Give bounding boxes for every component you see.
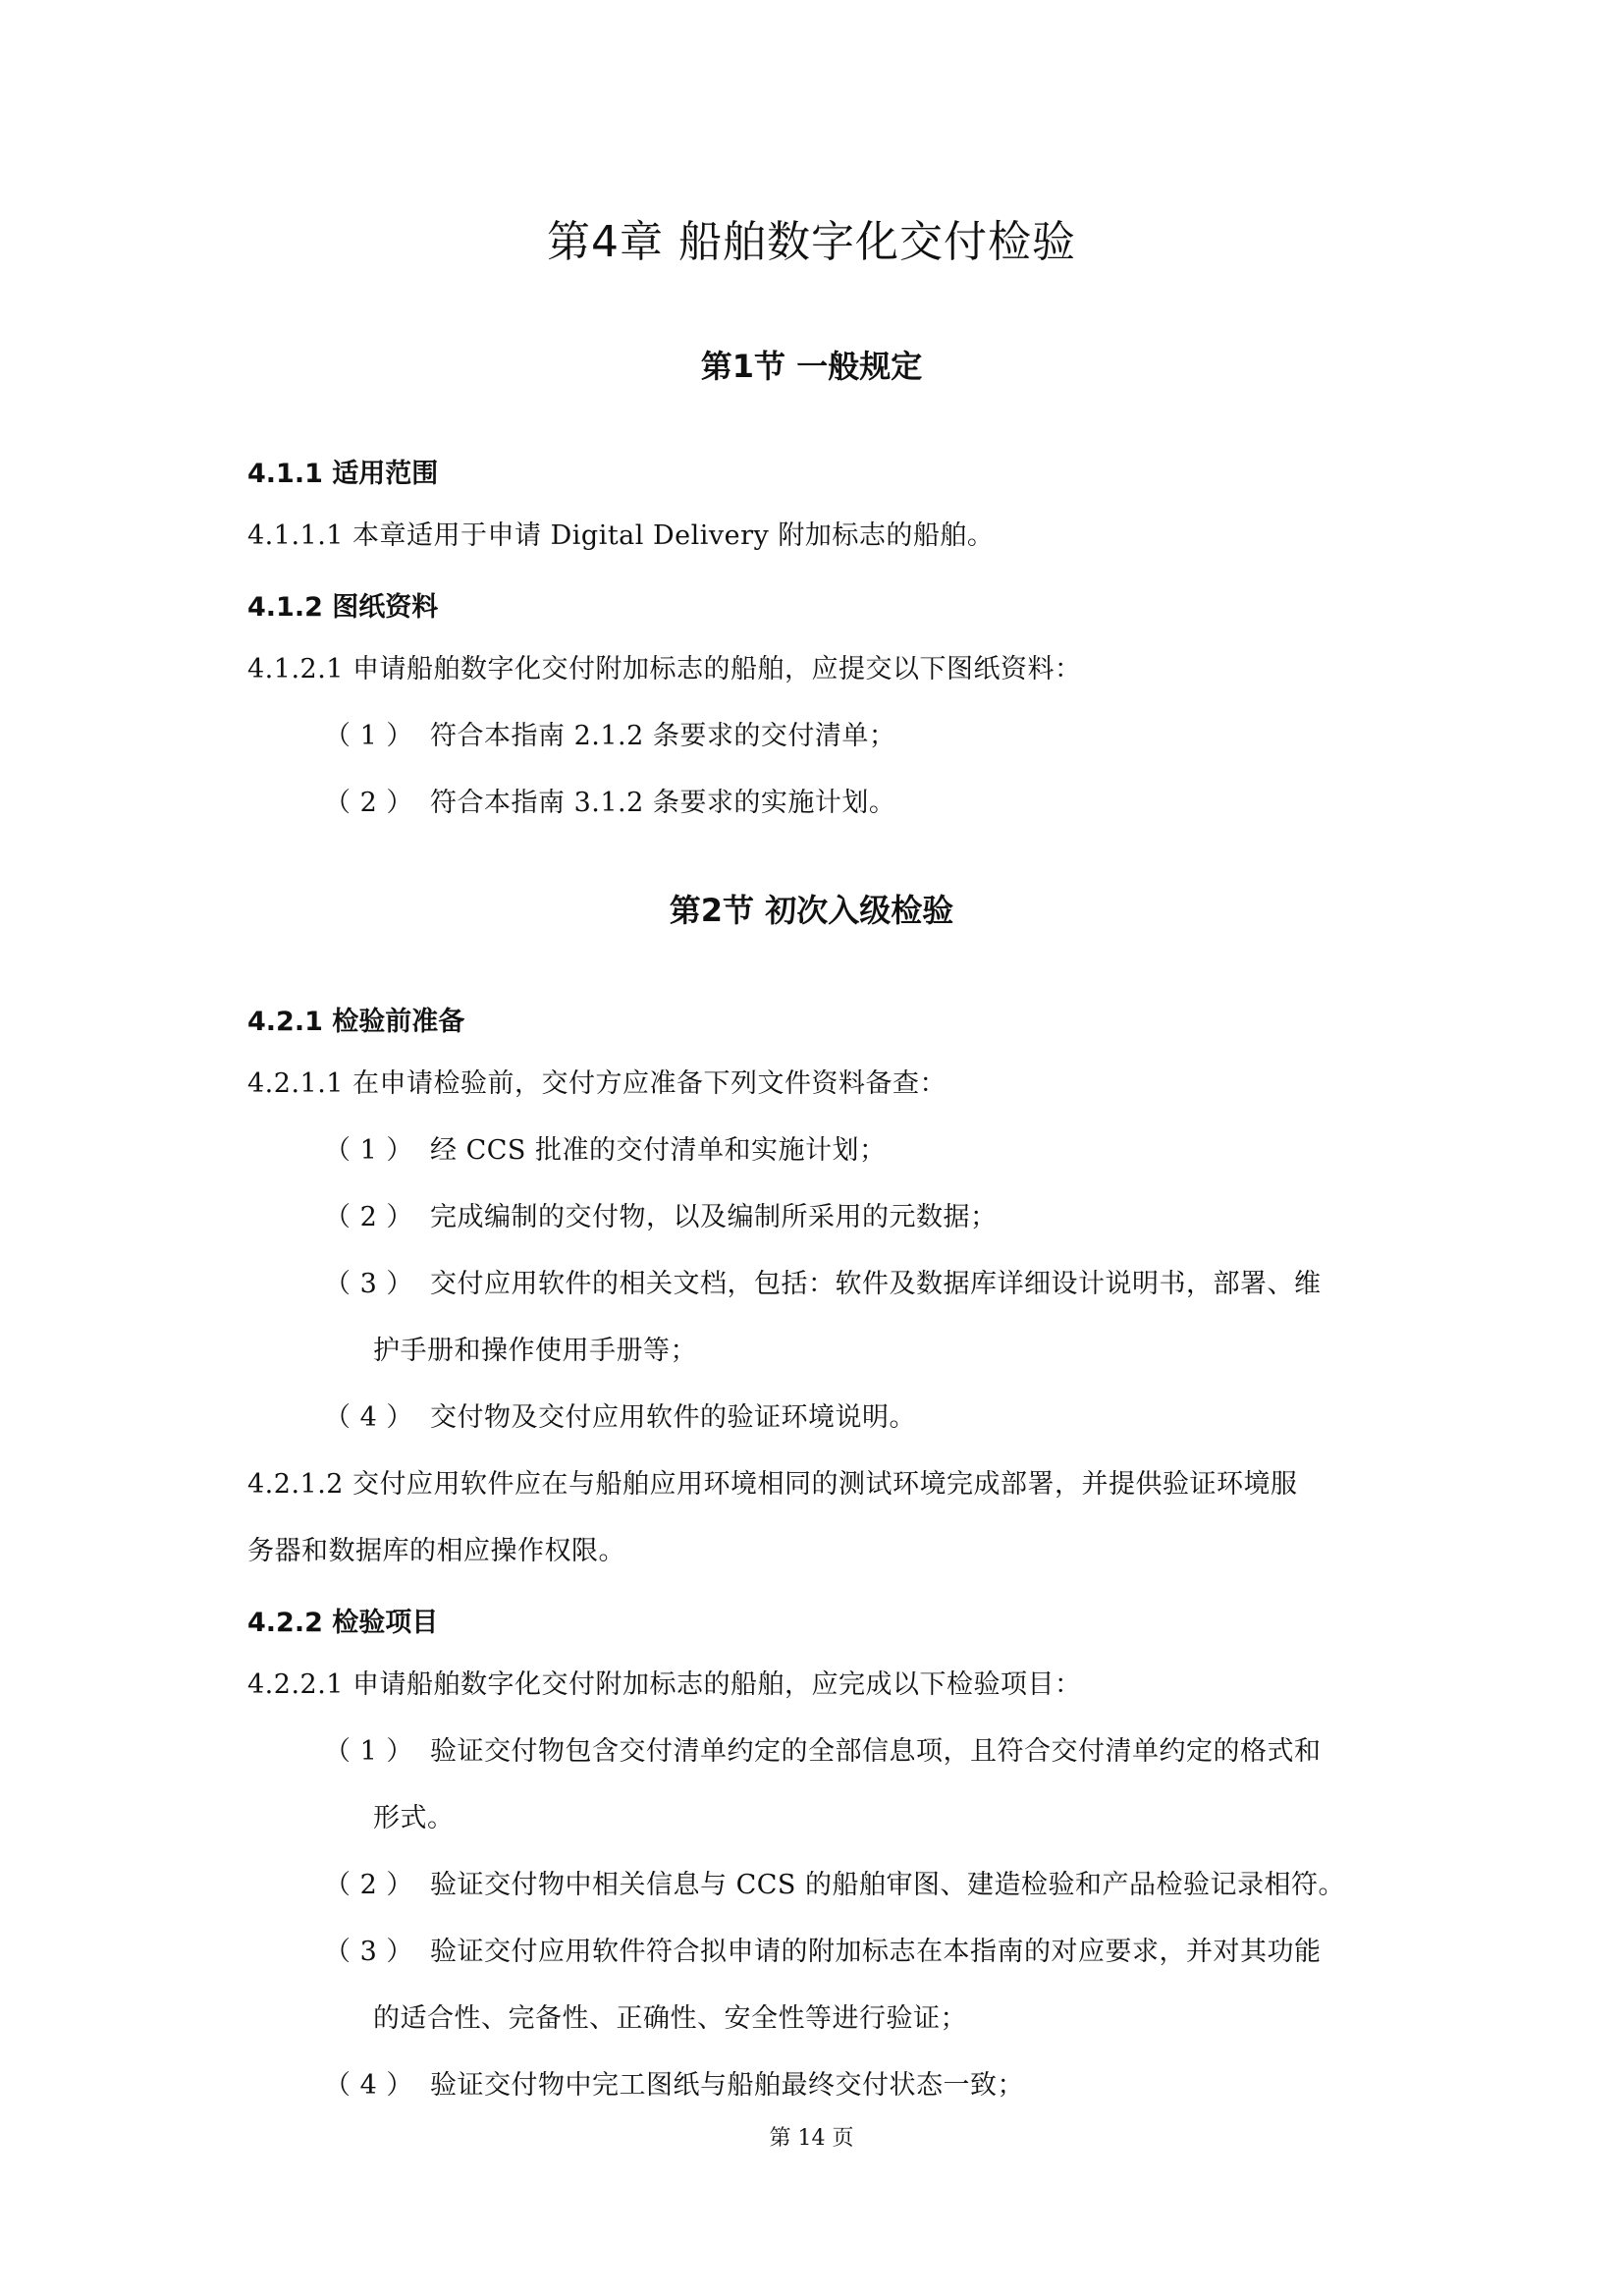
list-item <box>324 1118 1391 1184</box>
list-item <box>324 1852 1391 1919</box>
clause-4-2-2-heading: 4.2.2 检验项目 <box>247 1608 439 1638</box>
clause-4-2-2-1: 4.2.2.1 申请船舶数字化交付附加标志的船舶，应完成以下检验项目： <box>247 1669 1082 1700</box>
clause-4-2-1-2-line-2: 务器和数据库的相应操作权限。 <box>247 1536 625 1566</box>
list-item-number: （ 4 ） <box>324 2070 413 2101</box>
list-item-text: 符合本指南 2.1.2 条要求的交付清单； <box>430 721 896 751</box>
list-item-number: （ 2 ） <box>324 1870 413 1900</box>
list-item <box>324 1719 1391 1852</box>
list-item <box>324 770 1391 837</box>
list-item-number: （ 1 ） <box>324 1135 413 1166</box>
list-item <box>324 1251 1391 1385</box>
list-item <box>324 2052 1391 2119</box>
list-item-continuation: 的适合性、完备性、正确性、安全性等进行验证； <box>373 2003 967 2034</box>
list-item-text: 验证交付应用软件符合拟申请的附加标志在本指南的对应要求，并对其功能 <box>430 1937 1322 1967</box>
list-item-text: 交付应用软件的相关文档，包括：软件及数据库详细设计说明书，部署、维 <box>430 1269 1322 1299</box>
clause-4-2-1-2 <box>247 1451 1391 1585</box>
list-item-text: 交付物及交付应用软件的验证环境说明。 <box>430 1402 916 1433</box>
list-item-text: 验证交付物包含交付清单约定的全部信息项，且符合交付清单约定的格式和 <box>430 1736 1322 1767</box>
list-item <box>324 1184 1391 1251</box>
list-item <box>324 703 1391 770</box>
list-item-number: （ 2 ） <box>324 788 413 818</box>
clause-4-2-1-2-line-1: 4.2.1.2 交付应用软件应在与船舶应用环境相同的测试环境完成部署，并提供验证环境服 <box>247 1469 1298 1500</box>
list-item-continuation: 形式。 <box>373 1803 455 1833</box>
section-2-title: 第2节 初次入级检验 <box>669 892 954 929</box>
page-number: 第 14 页 <box>769 2126 854 2151</box>
list-item-text: 验证交付物中完工图纸与船舶最终交付状态一致； <box>430 2070 1024 2101</box>
list-item-number: （ 3 ） <box>324 1269 413 1299</box>
list-item-number: （ 3 ） <box>324 1937 413 1967</box>
clause-4-2-1-1: 4.2.1.1 在申请检验前，交付方应准备下列文件资料备查： <box>247 1068 947 1099</box>
chapter-title: 第4章 船舶数字化交付检验 <box>547 217 1076 267</box>
list-item-number: （ 2 ） <box>324 1202 413 1232</box>
list-item-number: （ 1 ） <box>324 1736 413 1767</box>
list-item <box>324 1385 1391 1451</box>
list-item-text: 验证交付物中相关信息与 CCS 的船舶审图、建造检验和产品检验记录相符。 <box>430 1870 1345 1900</box>
clause-4-1-2-1: 4.1.2.1 申请船舶数字化交付附加标志的船舶，应提交以下图纸资料： <box>247 654 1082 684</box>
list-item-continuation: 护手册和操作使用手册等； <box>373 1336 697 1366</box>
list-item-text: 经 CCS 批准的交付清单和实施计划； <box>430 1135 887 1166</box>
clause-4-1-1-heading: 4.1.1 适用范围 <box>247 459 439 489</box>
clause-4-2-1-heading: 4.2.1 检验前准备 <box>247 1007 465 1037</box>
clause-4-1-1-1: 4.1.1.1 本章适用于申请 Digital Delivery 附加标志的船舶。 <box>247 520 995 551</box>
list-item <box>324 1919 1391 2052</box>
list-item-text: 完成编制的交付物，以及编制所采用的元数据； <box>430 1202 998 1232</box>
clause-4-1-2-heading: 4.1.2 图纸资料 <box>247 592 439 623</box>
list-item-text: 符合本指南 3.1.2 条要求的实施计划。 <box>430 788 896 818</box>
list-item-number: （ 1 ） <box>324 721 413 751</box>
section-1-title: 第1节 一般规定 <box>700 348 923 385</box>
list-item-number: （ 4 ） <box>324 1402 413 1433</box>
